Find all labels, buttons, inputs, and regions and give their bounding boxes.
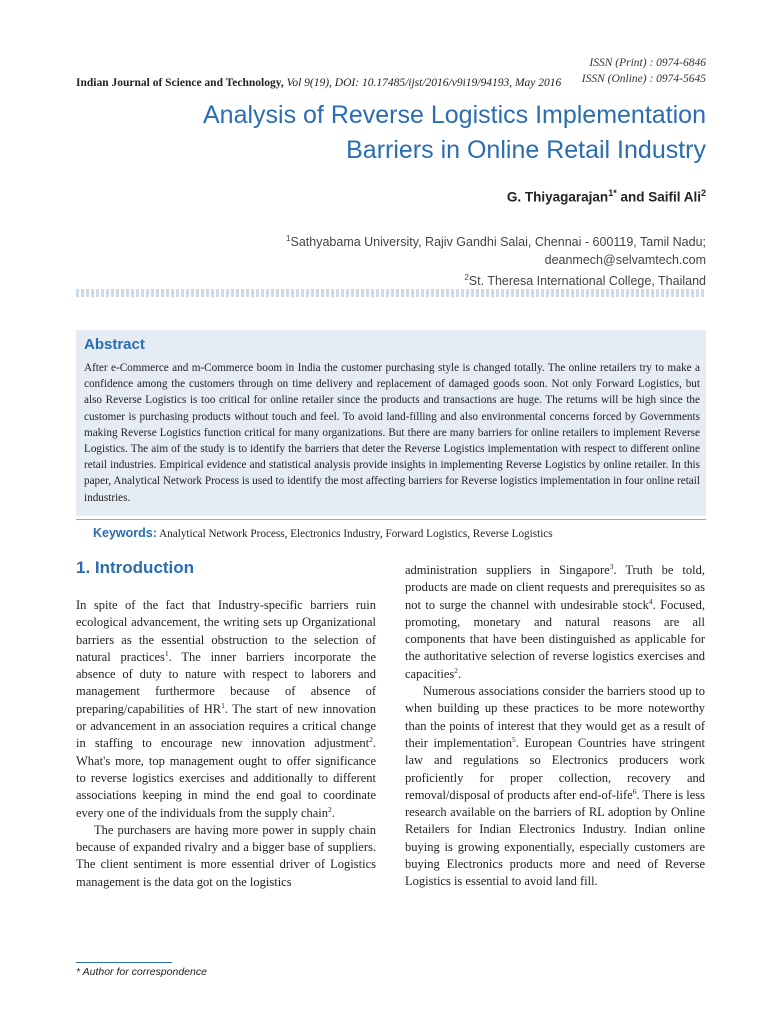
citation: 4 [648,596,653,606]
title-line-2: Barriers in Online Retail Industry [346,136,706,164]
introduction-heading: 1. Introduction [76,558,195,577]
intro-paragraph-1: In spite of the fact that Industry-specific barriers ruin ecological advancement, the writing sets up Organizational barriers as the essential obstruction to the selection of natural practices$^1$. The inner barriers incorporate the absence of duty to nature with respect to laborers and management furthermore because of absence of preparing/capabilities of $HR^1$. The start of new innovation or advancement in an association requires a critical change in staffing to encourage new innovation adjustment$^2$. What's more, top management ought to offer significance to reverse logistics exercises and additionally to different associations keeping in mind the end goal to coordinate every one of the individuals from the supply chain$^2$. [76,598,377,820]
citation: 2 [328,804,332,814]
keywords-list: Analytical Network Process, Electronics Industry, Forward Logistics, Reverse Logistics [156,528,553,540]
author-1-sup: 1* [608,188,617,198]
affiliation-2 [286,269,706,290]
keywords-label: Keywords: [93,526,157,540]
issn-block [582,55,706,87]
footnote: * Author for correspondence [76,966,207,978]
author-email: deanmech@selvamtech.com [544,253,706,268]
issn-print: ISSN (Print) : 0974-6846 [589,57,706,69]
keywords-rule [76,519,706,520]
citation: 1 [164,648,169,658]
abstract-text: After e-Commerce and m-Commerce boom in India the customer purchasing style is changed totally. The online retailers try to make a confidence among the customers through on time delivery and replacement of damaged goods soon. Not only Forward Logistics, but also Reverse Logistics is too critical for online retailer since the products and transactions are huge. The returns will be high since the customer is purchasing products without touch and feel. To avoid land-filling and also environmental concerns forced by Governments making Reverse Logistics function critical for many organizations. But there are many barriers for online retailers to implement Reverse Logistics. The aim of the study is to identify the barriers that deter the Reverse Logistics implementation with respect to different online retail industries. Empirical evidence and statistical analysis provide insights in implementing Reverse Logistics by online retailer. In this paper, Analytical Network Process is used to identify the most affecting barriers for Reverse logistics implementation in four online retail industries. [84,362,700,504]
affiliation-2-sup: 2 [464,273,469,283]
journal-details: Vol 9(19), DOI: 10.17485/ijst/2016/v9i19/94193, May 2016 [286,77,562,89]
author-1: G. Thiyagarajan [506,189,609,205]
citation: 2 [454,665,459,675]
affiliation-1 [286,230,706,251]
citation: 1 [221,700,225,710]
author-2: Saifil Ali [648,189,701,205]
keywords [93,526,553,540]
title-line-1: Analysis of Reverse Logistics Implementation [202,101,706,129]
citation: 5 [511,734,516,744]
footnote-rule [76,962,172,963]
affiliations [286,230,706,290]
intro-paragraph-2: The purchasers are having more power in supply chain because of expanded rivalry and a bigger base of suppliers. The client sentiment is more essential driver of Logistics management is the data got on the logistics [76,822,376,889]
author-2-sup: 2 [700,188,706,198]
left-column [76,597,376,891]
journal-citation [76,77,561,89]
affiliation-1-sup: 1 [286,234,291,243]
paper-title [106,98,706,168]
authors-and: and [616,189,649,205]
intro-paragraph-4: Numerous associations consider the barriers stood up to when building up these practices to be more noteworthy than the points of interest that they would get as a result of their implementation$^5$. European Countries have stringent law and regulations so Electronics producers work proficiently for proper collection, recovery and removal/disposal of products after end-of-life$^6$. There is less research available on the barriers of RL adoption by Online Retailers for Indian Electronics Industry. Indian online buying is growing exponentially, especially customers are buying Electronics products more and need of Reverse Logistics is essential to avoid land fill. [405,684,705,889]
citation: 3 [609,561,614,571]
authors [507,188,706,205]
journal-name: Indian Journal of Science and Technology, [76,77,284,89]
affiliation-1-text: Sathyabama University, Rajiv Gandhi Salai, Chennai - 600119, Tamil Nadu; [290,235,706,250]
abstract-heading: Abstract [84,336,145,353]
issn-online: ISSN (Online) : 0974-5645 [581,73,706,85]
decorative-separator [76,289,706,297]
citation: 2 [369,735,373,745]
citation: 6 [632,786,637,796]
affiliation-2-text: St. Theresa International College, Thailand [468,274,706,289]
intro-paragraph-3: administration suppliers in Singapore$^3$. Truth be told, products are made on client requests and prerequisites so as not to surge the channel with undesirable stock$^4$. Focused, promoting, monetary and natural reasons are all components that have been distinguished as applicable for the authoritative selection of reverse logistics exercises and capacities$^2$. [405,561,705,681]
right-column [405,562,705,891]
